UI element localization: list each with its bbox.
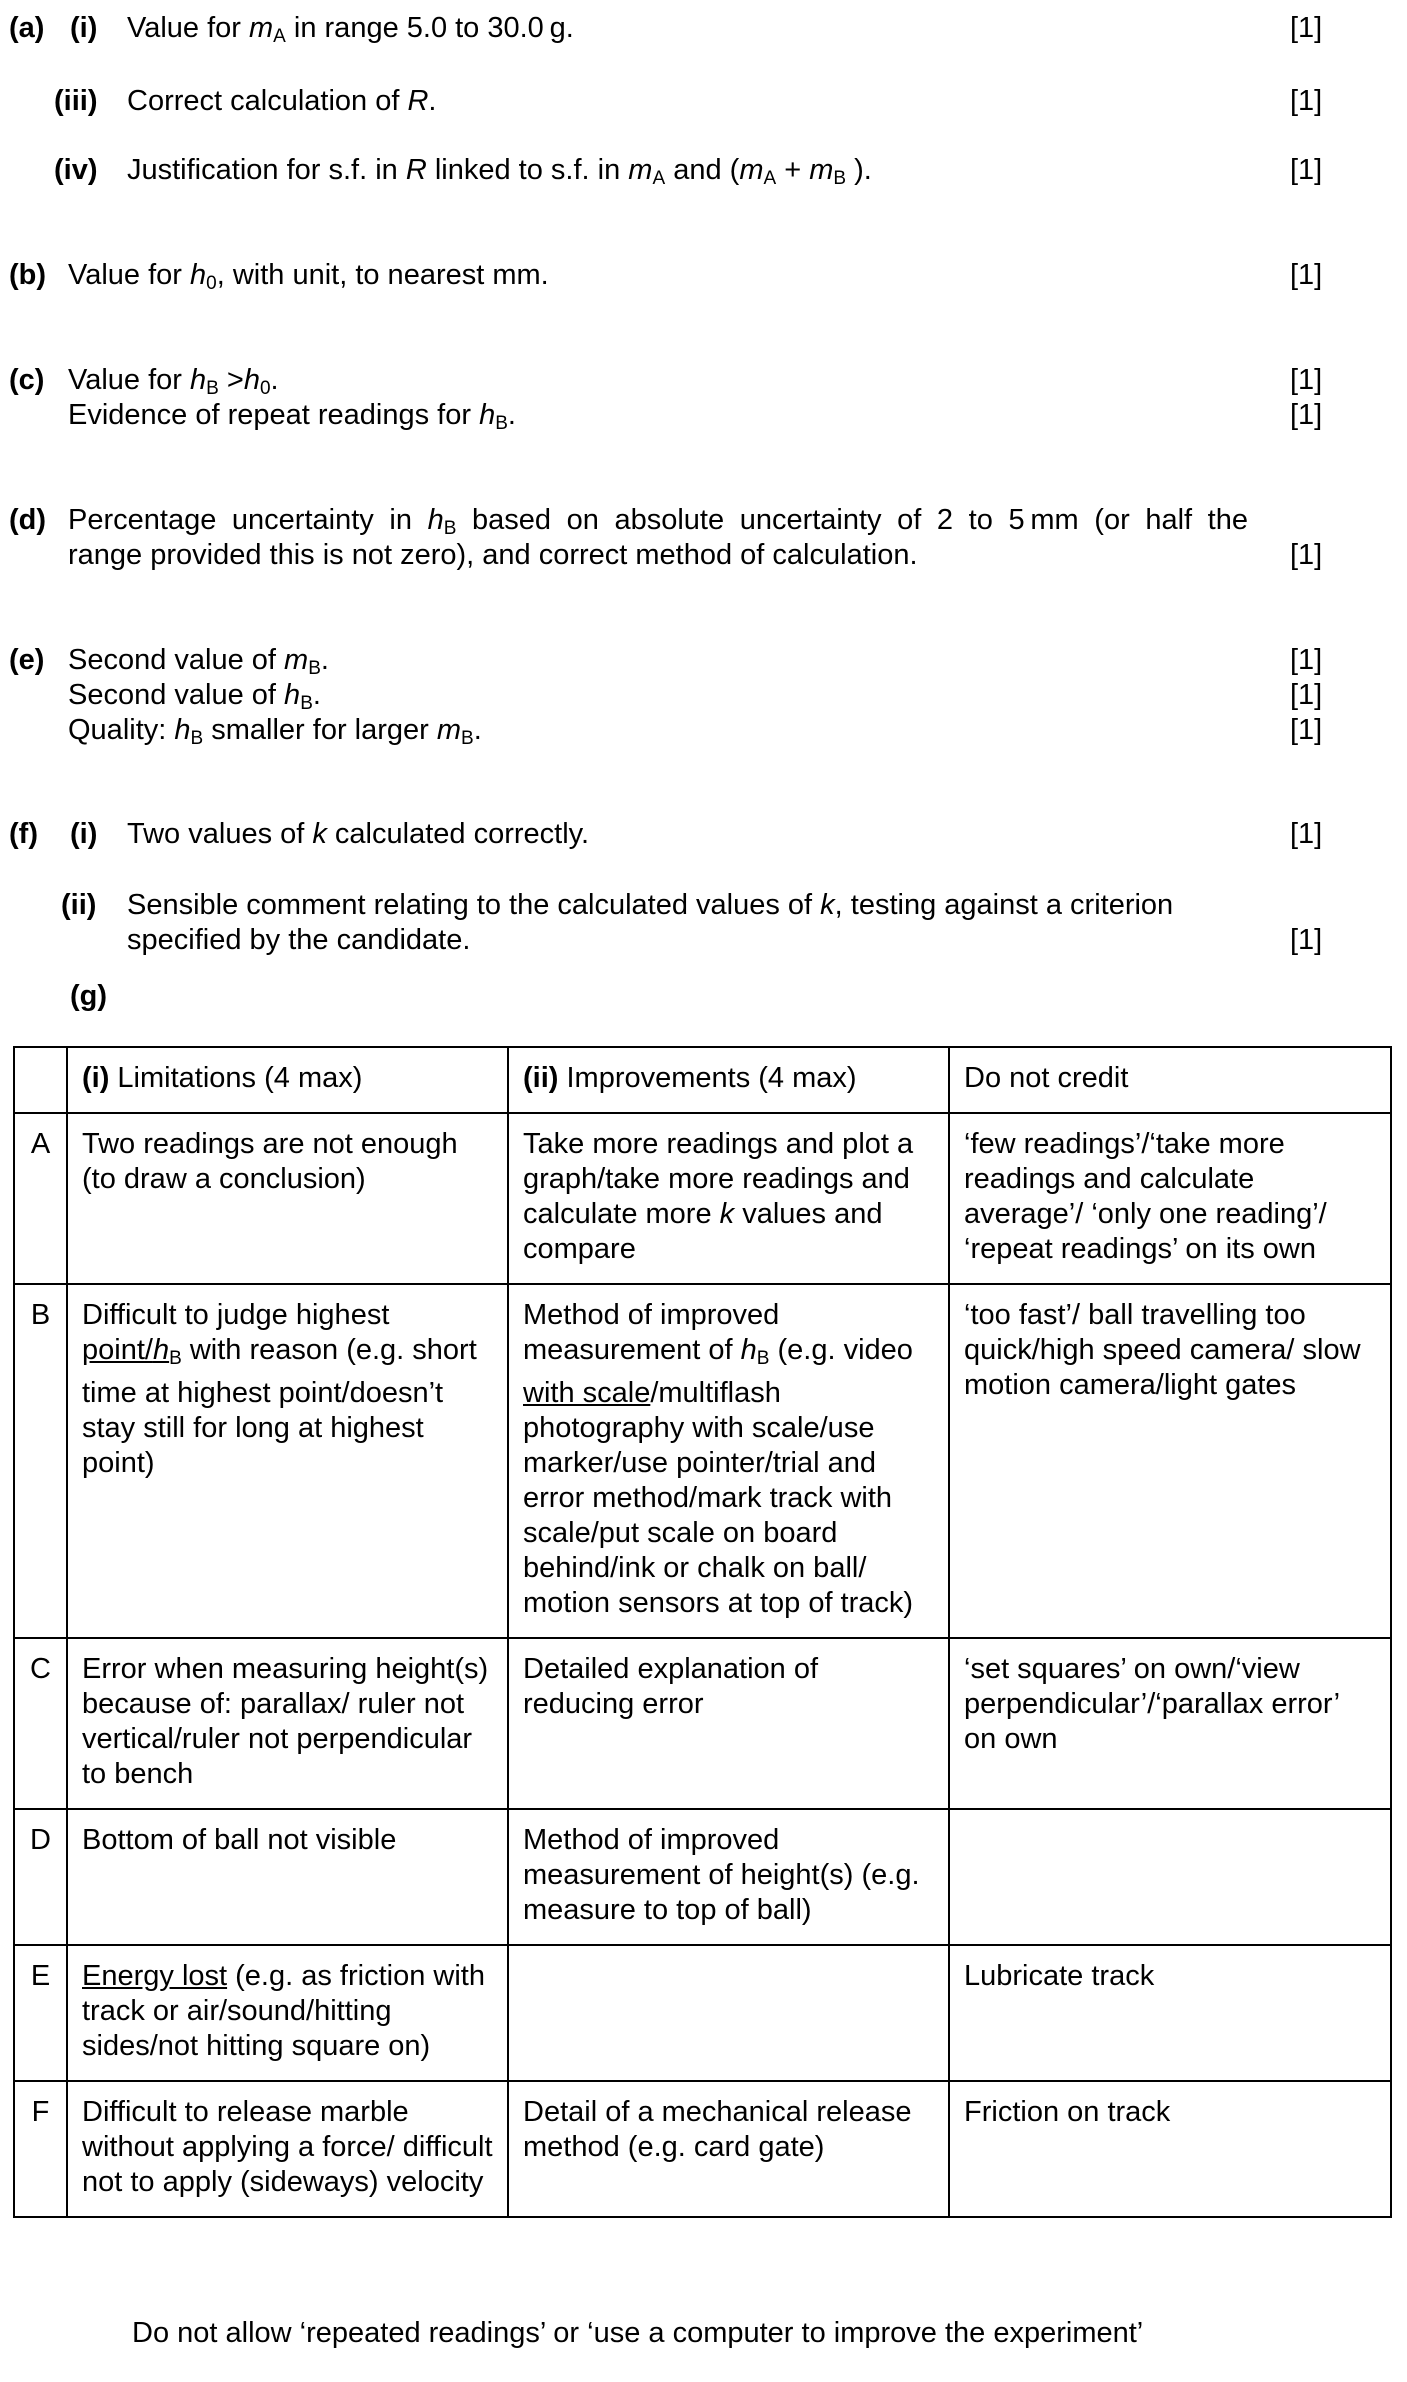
part-a-label: (a) — [9, 12, 45, 44]
part-f-label: (f) — [9, 818, 38, 850]
row-letter: C — [14, 1638, 67, 1809]
part-a-iii-text: Correct calculation of R. — [127, 85, 437, 117]
part-c-line1-mark: [1] — [1290, 364, 1323, 396]
part-a-iii-mark: [1] — [1290, 85, 1323, 117]
row-improvement: Take more readings and plot a graph/take more readings and calculate more k values and compare — [508, 1113, 949, 1284]
part-a-iii-num: (iii) — [54, 85, 98, 117]
header-improvements: (ii) Improvements (4 max) — [508, 1047, 949, 1113]
part-c-line2: Evidence of repeat readings for $h_B$. — [68, 399, 516, 434]
part-d-line1: Percentage uncertainty in $h_B$ based on absolute uncertainty of 2 to 5 mm (or half the — [68, 504, 1248, 539]
part-e-line2-mark: [1] — [1290, 679, 1323, 711]
part-f-ii-line2: specified by the candidate. — [127, 924, 471, 956]
header-not-credit: Do not credit — [949, 1047, 1391, 1113]
table-row — [14, 1809, 1391, 1945]
row-letter: F — [14, 2081, 67, 2217]
row-improvement — [508, 1945, 949, 2081]
row-letter: A — [14, 1113, 67, 1284]
row-not-credit: ‘few readings’/‘take more readings and calculate average’/ ‘only one reading’/ ‘repeat readings’ on its own — [949, 1113, 1391, 1284]
row-letter: D — [14, 1809, 67, 1945]
row-not-credit: Lubricate track — [949, 1945, 1391, 2081]
part-a-iv-mark: [1] — [1290, 154, 1323, 186]
row-improvement: Method of improved measurement of $h_B$ (e.g. video with scale/multiflash photography with scale/use marker/use pointer/trial and error method/mark track with scale/put scale on board behind/ink or chalk on ball/ motion sensors at top of track) — [508, 1284, 949, 1638]
part-b-text: Value for $h_0$, with unit, to nearest mm. — [68, 259, 549, 294]
part-g-label: (g) — [70, 980, 108, 1012]
row-letter: B — [14, 1284, 67, 1638]
part-d-label: (d) — [9, 504, 47, 536]
part-f-ii-num: (ii) — [61, 889, 97, 921]
row-letter: E — [14, 1945, 67, 2081]
part-a-i-text: Value for $m_A$ in range 5.0 to 30.0 g. — [127, 12, 574, 47]
part-a-iv-text: Justification for s.f. in R linked to s.f. in $m_A$ and ($m_A + m_B$ ). — [127, 154, 872, 189]
part-d-line2: range provided this is not zero), and correct method of calculation. — [68, 539, 918, 571]
row-not-credit: ‘too fast’/ ball travelling too quick/high speed camera/ slow motion camera/light gates — [949, 1284, 1391, 1638]
row-improvement: Detailed explanation of reducing error — [508, 1638, 949, 1809]
part-f-i-num: (i) — [70, 818, 98, 850]
table-row — [14, 1945, 1391, 2081]
part-b-mark: [1] — [1290, 259, 1323, 291]
part-f-ii-mark: [1] — [1290, 924, 1323, 956]
table-row — [14, 1638, 1391, 1809]
table-row — [14, 1284, 1391, 1638]
part-a-i-mark: [1] — [1290, 12, 1323, 44]
part-e-line1-mark: [1] — [1290, 644, 1323, 676]
header-letter-cell — [14, 1047, 67, 1113]
table-row — [14, 1113, 1391, 1284]
part-b-label: (b) — [9, 259, 47, 291]
part-e-label: (e) — [9, 644, 45, 676]
table-header-row — [14, 1047, 1391, 1113]
row-not-credit: Friction on track — [949, 2081, 1391, 2217]
row-limitation: Error when measuring height(s) because of: parallax/ ruler not vertical/ruler not perpendicular to bench — [67, 1638, 508, 1809]
part-c-label: (c) — [9, 364, 45, 396]
limitations-table — [13, 1046, 1392, 2218]
part-c-line1: Value for $h_B >h_0$. — [68, 364, 279, 399]
footnote: Do not allow ‘repeated readings’ or ‘use a computer to improve the experiment’ — [132, 2317, 1144, 2349]
row-limitation: Difficult to release marble without applying a force/ difficult not to apply (sideways) velocity — [67, 2081, 508, 2217]
row-limitation: Difficult to judge highest point/$h_B$ with reason (e.g. short time at highest point/doesn’t stay still for long at highest point) — [67, 1284, 508, 1638]
row-improvement: Method of improved measurement of height(s) (e.g. measure to top of ball) — [508, 1809, 949, 1945]
part-c-line2-mark: [1] — [1290, 399, 1323, 431]
row-not-credit: ‘set squares’ on own/‘view perpendicular’/‘parallax error’ on own — [949, 1638, 1391, 1809]
part-f-ii-line1: Sensible comment relating to the calculated values of k, testing against a criterion — [127, 889, 1174, 921]
part-a-iv-num: (iv) — [54, 154, 98, 186]
row-not-credit — [949, 1809, 1391, 1945]
table-row — [14, 2081, 1391, 2217]
part-f-i-text: Two values of k calculated correctly. — [127, 818, 590, 850]
part-a-i-num: (i) — [70, 12, 98, 44]
part-e-line2: Second value of $h_B$. — [68, 679, 321, 714]
part-e-line3: Quality: $h_B$ smaller for larger $m_B$. — [68, 714, 482, 749]
part-e-line1: Second value of $m_B$. — [68, 644, 329, 679]
row-improvement: Detail of a mechanical release method (e.g. card gate) — [508, 2081, 949, 2217]
row-limitation: Energy lost (e.g. as friction with track or air/sound/hitting sides/not hitting square on) — [67, 1945, 508, 2081]
part-e-line3-mark: [1] — [1290, 714, 1323, 746]
header-limitations: (i) Limitations (4 max) — [67, 1047, 508, 1113]
row-limitation: Two readings are not enough (to draw a conclusion) — [67, 1113, 508, 1284]
part-d-mark: [1] — [1290, 539, 1323, 571]
row-limitation: Bottom of ball not visible — [67, 1809, 508, 1945]
part-f-i-mark: [1] — [1290, 818, 1323, 850]
